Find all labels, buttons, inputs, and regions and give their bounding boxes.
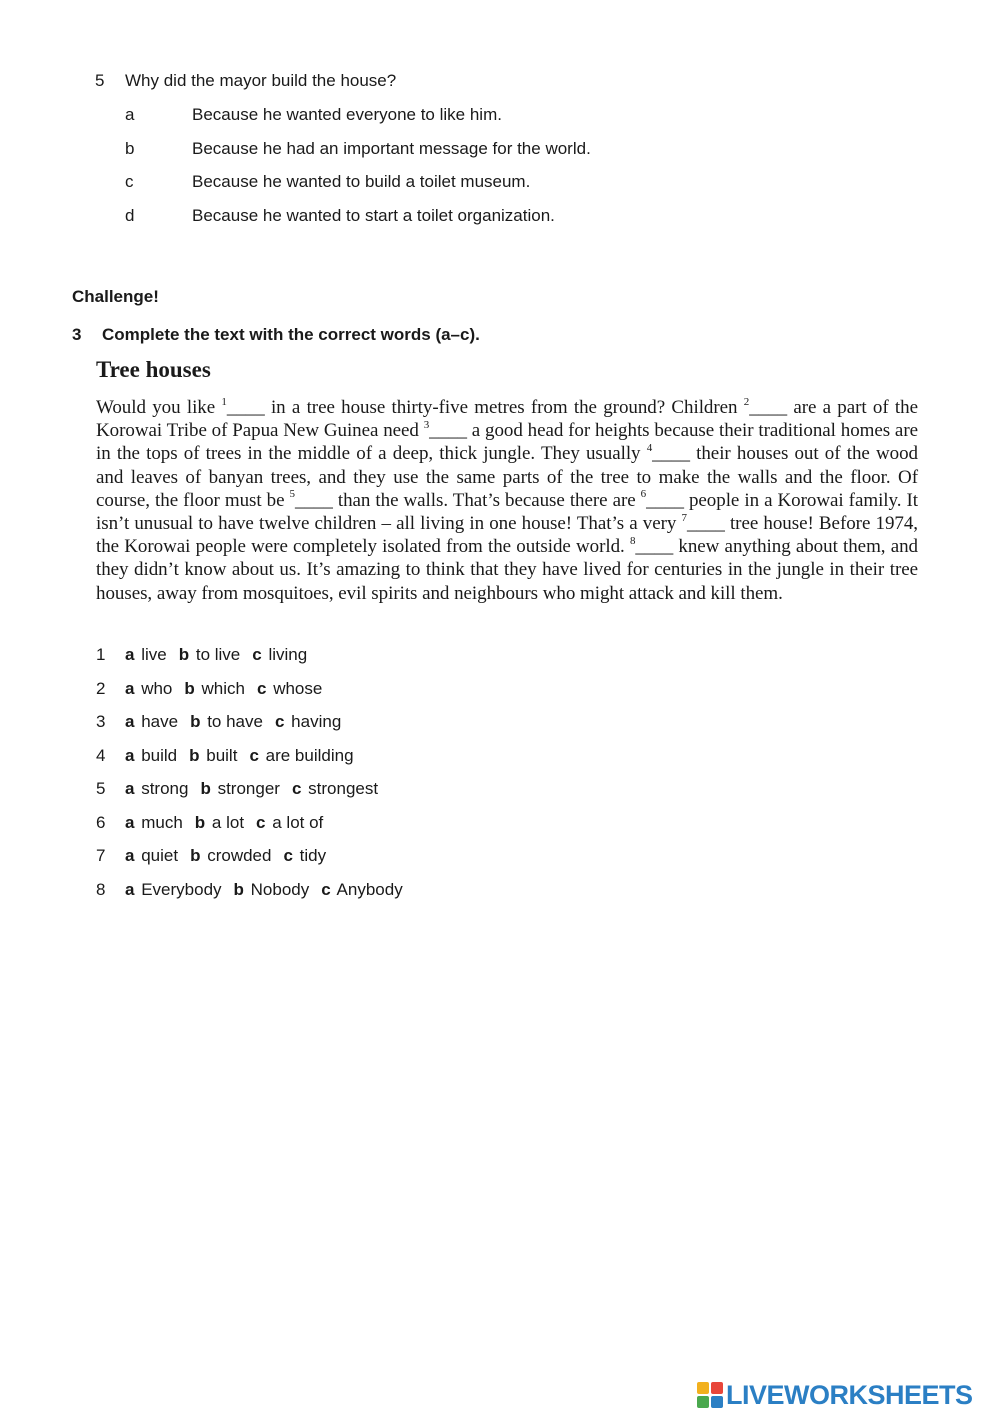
gap-number: 3 — [423, 418, 430, 431]
question-5 — [95, 70, 591, 238]
option-text: Because he had an important message for the world. — [192, 138, 591, 158]
answer-option-a[interactable]: a quiet — [125, 846, 179, 865]
answer-option-a[interactable]: a have — [125, 712, 179, 731]
answer-option-b[interactable]: b which — [184, 678, 245, 698]
option-text: Because he wanted everyone to like him. — [192, 105, 502, 124]
passage-segment: ____ than the walls. That’s because there are — [295, 489, 641, 511]
answer-option-c[interactable]: c are building — [249, 745, 354, 765]
passage-segment: ____ tree house! Before 1974, the Korowai people were completely isolated from the outside world. — [96, 513, 918, 558]
answer-option-a[interactable]: a who — [125, 678, 173, 698]
answer-option-b[interactable]: b built — [189, 745, 238, 765]
answer-option-b[interactable]: b to have — [190, 712, 263, 731]
passage-segment: ____ a good head for heights because their traditional homes are in the tops of trees in the middle of a deep, thick jungle. They usually — [96, 420, 918, 465]
answer-option-c[interactable]: c a lot of — [256, 812, 324, 832]
logo-tile — [711, 1396, 723, 1408]
option-letter: c — [125, 172, 134, 191]
answer-option-b[interactable]: b stronger — [200, 779, 280, 798]
logo-tile — [697, 1382, 709, 1394]
option-letter: b — [125, 138, 135, 158]
passage-segment: ____ in a tree house thirty-five metres from the ground? Children — [226, 397, 744, 418]
answer-row — [96, 812, 415, 834]
challenge-heading: Challenge! — [72, 287, 159, 306]
passage-segment: ____ are a part of the Korowai Tribe of Papua New Guinea need — [96, 397, 918, 442]
option-row[interactable] — [95, 104, 591, 126]
exercise-instruction — [72, 324, 480, 346]
liveworksheets-logo-icon — [697, 1382, 723, 1408]
answer-option-b[interactable]: b a lot — [194, 812, 245, 832]
logo-text: LIVEWORKSHEETS — [726, 1380, 973, 1410]
logo-tile — [697, 1396, 709, 1408]
answer-row — [96, 778, 415, 800]
answer-option-b[interactable]: b crowded — [190, 846, 272, 865]
answer-number: 8 — [96, 879, 106, 899]
liveworksheets-logo[interactable] — [697, 1377, 973, 1413]
passage-segment: ____ knew anything about them, and they didn’t know about us. It’s amazing to think that they have lived for centuries in the jungle in their tree houses, away from mosquitoes, evil spirits and neighbours who might attack and kill them. — [96, 536, 918, 604]
exercise-number: 3 — [72, 325, 82, 344]
answer-row — [96, 845, 415, 867]
answer-option-a[interactable]: a live — [125, 645, 167, 664]
answer-number: 7 — [96, 846, 106, 865]
question-number: 5 — [95, 71, 105, 90]
answer-number: 4 — [96, 745, 106, 765]
gap-number: 7 — [681, 511, 687, 524]
answer-row — [96, 711, 415, 733]
answer-number: 1 — [96, 645, 106, 664]
answer-option-c[interactable]: c having — [274, 712, 342, 731]
gap-number: 6 — [640, 488, 647, 501]
instruction-text: Complete the text with the correct words (a–c). — [102, 325, 480, 344]
answer-row — [96, 678, 415, 700]
passage-segment: ____ their houses out of the wood and leaves of banyan trees, and they use the same parts of the tree to make the walls and the floor. Of course, the floor must be — [96, 443, 918, 511]
answer-option-c[interactable]: c Anybody — [321, 879, 403, 899]
answer-option-c[interactable]: c tidy — [283, 846, 327, 865]
option-row[interactable] — [95, 205, 591, 227]
answer-option-c[interactable]: c whose — [256, 678, 323, 698]
answer-option-c[interactable]: c strongest — [291, 779, 379, 798]
answer-option-b[interactable]: b Nobody — [233, 879, 310, 899]
gap-number: 5 — [289, 488, 295, 501]
answer-row — [96, 745, 415, 767]
passage-segment: Would you like — [96, 397, 222, 418]
passage-segment: ____ people in a Korowai family. It isn’t unusual to have twelve children – all living in one house! That’s a very — [96, 489, 918, 535]
gap-number: 4 — [646, 442, 653, 455]
gap-number: 1 — [221, 395, 227, 408]
answer-option-b[interactable]: b to live — [178, 645, 241, 664]
option-row[interactable] — [95, 138, 591, 160]
gap-number: 2 — [743, 395, 750, 408]
logo-tile — [711, 1382, 723, 1394]
passage-title: Tree houses — [96, 357, 211, 382]
answer-number: 3 — [96, 712, 106, 731]
answer-row — [96, 879, 415, 901]
answer-number: 5 — [96, 779, 106, 798]
option-letter: d — [125, 205, 135, 225]
gap-number: 8 — [629, 534, 636, 547]
answer-option-a[interactable]: a Everybody — [125, 879, 222, 899]
option-row[interactable] — [95, 171, 591, 193]
answer-options — [96, 644, 415, 912]
answer-row — [96, 644, 415, 666]
answer-option-a[interactable]: a build — [125, 745, 178, 765]
answer-option-a[interactable]: a strong — [125, 779, 189, 798]
question-5-options — [95, 104, 591, 227]
option-text: Because he wanted to build a toilet museum. — [192, 172, 531, 191]
option-text: Because he wanted to start a toilet organization. — [192, 205, 555, 225]
answer-number: 2 — [96, 678, 106, 698]
question-5-stem — [95, 70, 591, 92]
answer-option-c[interactable]: c living — [252, 645, 308, 664]
passage-text — [96, 396, 918, 605]
question-text: Why did the mayor build the house? — [125, 71, 397, 90]
answer-number: 6 — [96, 812, 106, 832]
answer-option-a[interactable]: a much — [125, 812, 183, 832]
option-letter: a — [125, 105, 135, 124]
